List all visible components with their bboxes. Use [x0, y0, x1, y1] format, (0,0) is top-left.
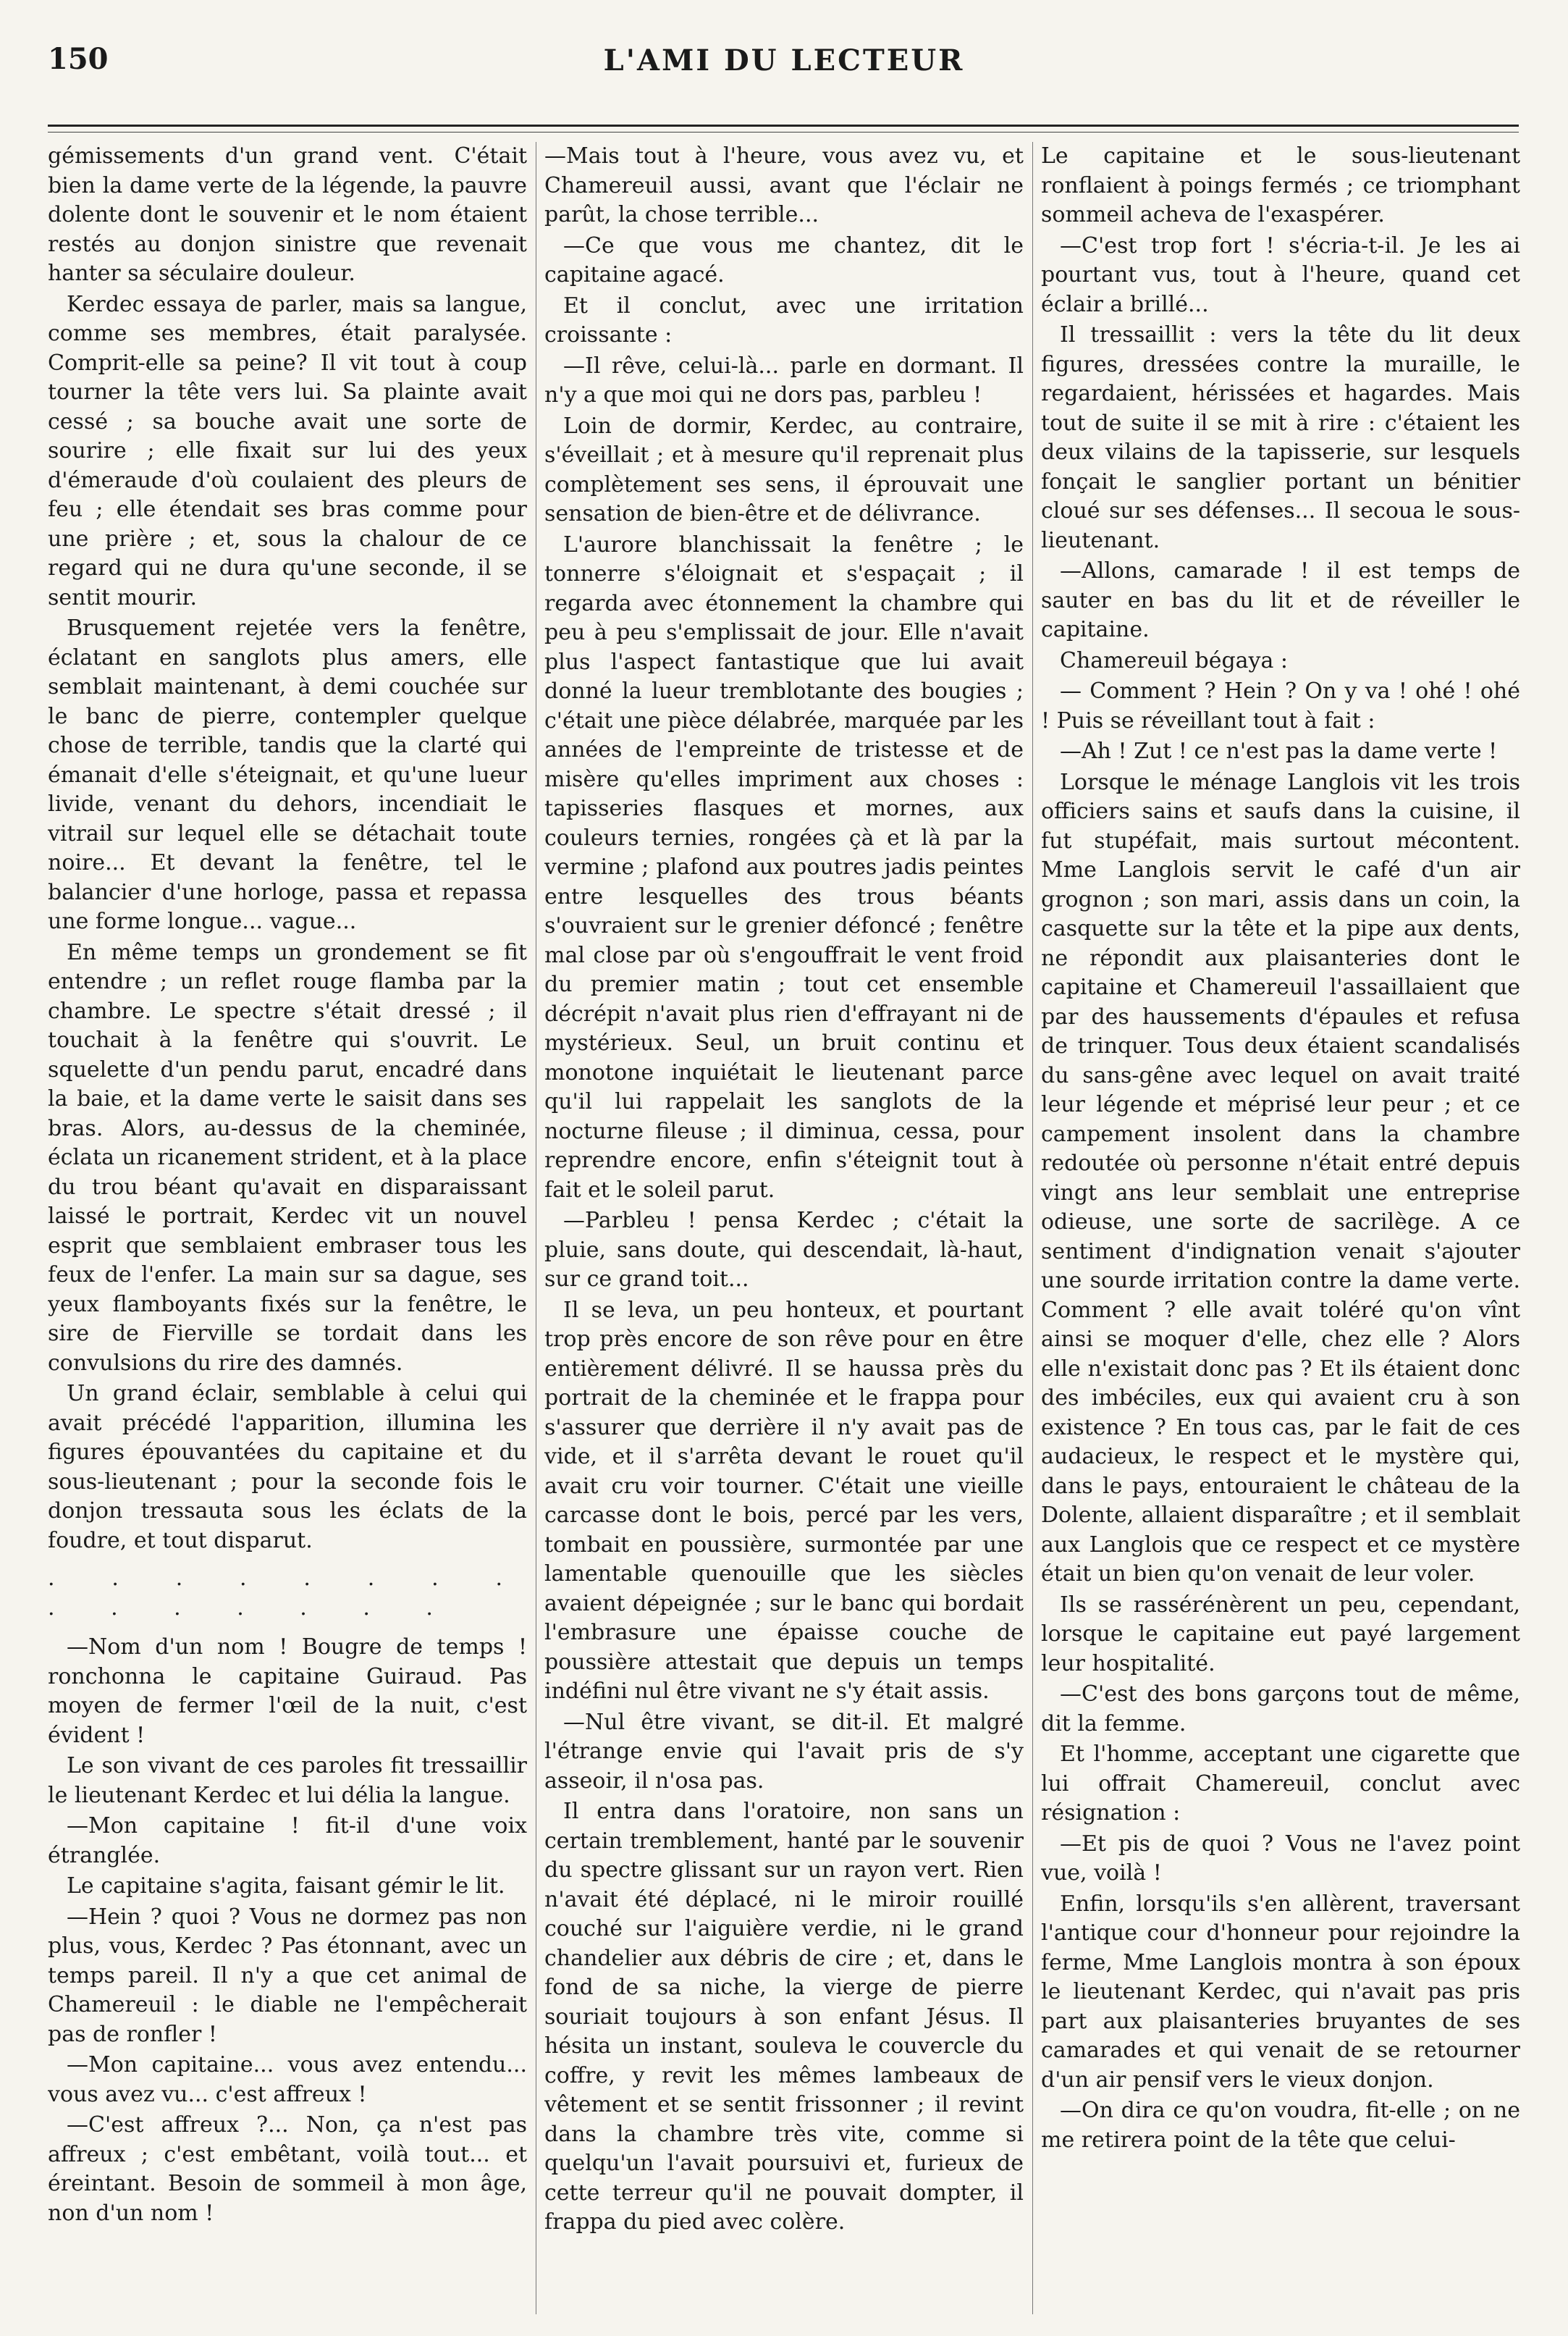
- paragraph: —Parbleu ! pensa Kerdec ; c'était la pluie, sans doute, qui descendait, là-haut, sur ce grand toit...: [544, 1208, 1024, 1292]
- paragraph: —Il rêve, celui-là... parle en dormant. Il n'y a que moi qui ne dors pas, parbleu !: [544, 353, 1024, 408]
- paragraph: —Nul être vivant, se dit-il. Et malgré l'étrange envie qui l'avait pris de s'y asseoir, il n'osa pas.: [544, 1709, 1024, 1794]
- paragraph: —C'est trop fort ! s'écria-t-il. Je les ai pourtant vus, tout à l'heure, quand cet éclair a brillé...: [1041, 232, 1520, 317]
- page-number: 150: [48, 42, 109, 76]
- paragraph: —Mon capitaine ! fit-il d'une voix étranglée.: [48, 1813, 527, 1868]
- header-rule-thin: [48, 132, 1519, 133]
- paragraph: —Mon capitaine... vous avez entendu... vous avez vu... c'est affreux !: [48, 2052, 527, 2107]
- paragraph: —Ce que vous me chantez, dit le capitaine agacé.: [544, 232, 1024, 287]
- paragraph: —Ah ! Zut ! ce n'est pas la dame verte !: [1060, 739, 1498, 764]
- page-header-title: L'AMI DU LECTEUR: [603, 43, 965, 77]
- paragraph: —Mais tout à l'heure, vous avez vu, et Chamereuil aussi, avant que l'éclair ne parût, la chose terrible...: [544, 143, 1024, 227]
- text-column-2: [544, 142, 1024, 2314]
- paragraph: —C'est affreux ?... Non, ça n'est pas affreux ; c'est embêtant, voilà tout... et éreintant. Besoin de sommeil à mon âge, non d'un nom !: [48, 2112, 527, 2226]
- paragraph: Chamereuil bégaya :: [1060, 647, 1289, 673]
- paragraph: —Hein ? quoi ? Vous ne dormez pas non plus, vous, Kerdec ? Pas étonnant, avec un temps pareil. Il n'y a que cet animal de Chamereuil : le diable ne l'empêcherait pas de ronfler !: [48, 1904, 527, 2047]
- paragraph: Il entra dans l'oratoire, non sans un certain tremblement, hanté par le souvenir du spectre glissant sur un rayon vert. Rien n'avait été déplacé, ni le miroir rouillé couché sur l'aiguière verdie, ni le grand chandelier aux débris de cire ; et, dans le fond de sa niche, la vierge de pierre souriait toujours à son enfant Jésus. Il hésita un instant, souleva le couvercle du coffre, y revit les mêmes lambeaux de vêtement et se sentit frissonner ; il revint dans la chambre très vite, comme si quelqu'un l'avait poursuivi et, furieux de cette terreur qu'il ne pouvait dompter, il frappa du pied avec colère.: [544, 1799, 1024, 2235]
- paragraph: Kerdec essaya de parler, mais sa langue, comme ses membres, était paralysée. Comprit-elle sa peine? Il vit tout à coup tourner la tête vers lui. Sa plainte avait cessé ; sa bouche avait une sorte de sourire ; elle fixait sur lui des yeux d'émeraude d'où coulaient des pleurs de feu ; elle étendait ses bras comme pour une prière ; et, sous la chalour de ce regard qui ne dura qu'une seconde, il se sentit mourir.: [48, 291, 527, 610]
- paragraph: En même temps un grondement se fit entendre ; un reflet rouge flamba par la chambre. Le spectre s'était dressé ; il touchait à la fenêtre qui s'ouvrit. Le squelette d'un pendu parut, encadré dans la baie, et la dame verte le saisit dans ses bras. Alors, au-dessus de la cheminée, éclata un ricanement strident, et à la place du trou béant qu'avait en disparaissant laissé le portrait, Kerdec vit un nouvel esprit que semblaient embraser tous les feux de l'enfer. La main sur sa dague, ses yeux flamboyants fixés sur la fenêtre, le sire de Fierville se tordait dans les convulsions du rire des damnés.: [48, 939, 527, 1376]
- paragraph: gémissements d'un grand vent. C'était bien la dame verte de la légende, la pauvre dolente dont le souvenir et le nom étaient restés au donjon sinistre que revenait hanter sa séculaire douleur.: [48, 143, 527, 286]
- text-column-1: [48, 142, 527, 2314]
- paragraph: Le capitaine et le sous-lieutenant ronflaient à poings fermés ; ce triomphant sommeil acheva de l'exaspérer.: [1041, 143, 1520, 227]
- paragraph: Ils se rassérénèrent un peu, cependant, lorsque le capitaine eut payé largement leur hospitalité.: [1041, 1592, 1520, 1676]
- paragraph: Il tressaillit : vers la tête du lit deux figures, dressées contre la muraille, le regardaient, hérissées et hagardes. Mais tout de suite il se mit à rire : c'étaient les deux vilains de la tapisserie, sur lesquels fonçait le sanglier portant un bénitier cloué sur ses défenses... Il secoua le sous-lieutenant.: [1041, 322, 1520, 553]
- paragraph: —C'est des bons garçons tout de même, dit la femme.: [1041, 1681, 1520, 1736]
- paragraph: Et il conclut, avec une irritation croissante :: [544, 293, 1024, 348]
- paragraph: Et l'homme, acceptant une cigarette que lui offrait Chamereuil, conclut avec résignation :: [1041, 1742, 1520, 1825]
- paragraph: Brusquement rejetée vers la fenêtre, éclatant en sanglots plus amers, elle semblait maintenant, à demi couchée sur le banc de pierre, contempler quelque chose de terrible, tandis que la clarté qui émanait d'elle s'éteignait, et qu'une lueur livide, venant du dehors, incendiait le vitrail sur lequel elle se détachait toute noire... Et devant la fenêtre, tel le balancier d'une horloge, passa et repassa une forme longue... vague...: [48, 615, 527, 934]
- paragraph: —Nom d'un nom ! Bougre de temps ! ronchonna le capitaine Guiraud. Pas moyen de fermer l'œil de la nuit, c'est évident !: [48, 1634, 527, 1748]
- paragraph: Enfin, lorsqu'ils s'en allèrent, traversant l'antique cour d'honneur pour rejoindre la ferme, Mme Langlois montra à son époux le lieutenant Kerdec, qui n'avait pas pris part aux plaisanteries bruyantes de ses camarades et qui venait de se retourner d'un air pensif vers le vieux donjon.: [1041, 1891, 1520, 2093]
- paragraph: Le son vivant de ces paroles fit tressaillir le lieutenant Kerdec et lui délia la langue.: [48, 1753, 527, 1808]
- paragraph: Lorsque le ménage Langlois vit les trois officiers sains et saufs dans la cuisine, il fut stupéfait, mais surtout mécontent. Mme Langlois servit le café d'un air grognon ; son mari, assis dans un coin, la casquette sur la tête et la pipe aux dents, ne répondit aux plaisanteries dont le capitaine et Chamereuil l'assaillaient que par des haussements d'épaules et refusa de trinquer. Tous deux étaient scandalisés du sans-gêne avec lequel on avait traité leur légende et méprisé leur peur ; et ce campement insolent dans la chambre redoutée où personne n'était entré depuis vingt ans leur semblait une entreprise odieuse, une sorte de sacrilège. A ce sentiment d'indignation venait s'ajouter une sourde irritation contre la dame verte. Comment ? elle avait toléré qu'on vînt ainsi se moquer d'elle, chez elle ? Alors elle n'existait donc pas ? Et ils étaient donc des imbéciles, eux qui avaient cru à son existence ? En tous cas, par le fait de ces audacieux, le respect et le mystère qui, dans le pays, entouraient le château de la Dolente, allaient disparaître ; et il semblait aux Langlois que ce respect et ce mystère était un bien qu'on venait de leur voler.: [1041, 769, 1520, 1587]
- header-rule: [48, 125, 1519, 127]
- paragraph: Le capitaine s'agita, faisant gémir le lit.: [67, 1873, 505, 1899]
- paragraph: —Allons, camarade ! il est temps de sauter en bas du lit et de réveiller le capitaine.: [1041, 558, 1520, 642]
- paragraph: —Et pis de quoi ? Vous ne l'avez point vue, voilà !: [1041, 1831, 1520, 1886]
- paragraph: —On dira ce qu'on voudra, fit-elle ; on ne me retirera point de la tête que celui-: [1041, 2098, 1520, 2153]
- paragraph: Il se leva, un peu honteux, et pourtant trop près encore de son rêve pour en être entièrement délivré. Il se haussa près du portrait de la cheminée et le frappa pour s'assurer que derrière il n'y avait pas de vide, et il s'arrêta devant le rouet qu'il avait cru voir tourner. C'était une vieille carcasse dont le bois, percé par les vers, tombait en poussière, surmontée par une lamentable quenouille que les siècles avaient dépeignée ; sur le banc qui bordait l'embrasure une épaisse couche de poussière attestait que depuis un temps indéfini nul être vivant ne s'y était assis.: [544, 1297, 1024, 1704]
- column-separator: [1032, 142, 1033, 2314]
- text-column-3: [1041, 142, 1520, 2314]
- paragraph: . . . . . . . . . . . . . . .: [48, 1566, 527, 1621]
- paragraph: Un grand éclair, semblable à celui qui avait précédé l'apparition, illumina les figures épouvantées du capitaine et du sous-lieutenant ; pour la seconde fois le donjon tressauta sous les éclats de la foudre, et tout disparut.: [48, 1381, 527, 1553]
- paragraph: L'aurore blanchissait la fenêtre ; le tonnerre s'éloignait et s'espaçait ; il regarda avec étonnement la chambre qui peu à peu s'emplissait de jour. Elle n'avait plus l'aspect fantastique que lui avait donné la lueur tremblotante des bougies ; c'était une pièce délabrée, marquée par les années de l'empreinte de tristesse et de misère qu'elles impriment aux choses : tapisseries flasques et mornes, aux couleurs ternies, rongées çà et là par la vermine ; plafond aux poutres jadis peintes entre lesquelles des trous béants s'ouvraient sur le grenier défoncé ; fenêtre mal close par où s'engouffrait le vent froid du premier matin ; tout cet ensemble décrépit n'avait plus rien d'effrayant ni de mystérieux. Seul, un bruit continu et monotone inquiétait le lieutenant parce qu'il lui rappelait les sanglots de la nocturne fileuse ; il diminua, cessa, pour reprendre encore, enfin s'éteignit tout à fait et le soleil parut.: [544, 532, 1024, 1203]
- paragraph: — Comment ? Hein ? On y va ! ohé ! ohé ! Puis se réveillant tout à fait :: [1041, 678, 1520, 734]
- paragraph: Loin de dormir, Kerdec, au contraire, s'éveillait ; et à mesure qu'il reprenait plus complètement ses sens, il éprouvait une sensation de bien-être et de délivrance.: [544, 413, 1024, 526]
